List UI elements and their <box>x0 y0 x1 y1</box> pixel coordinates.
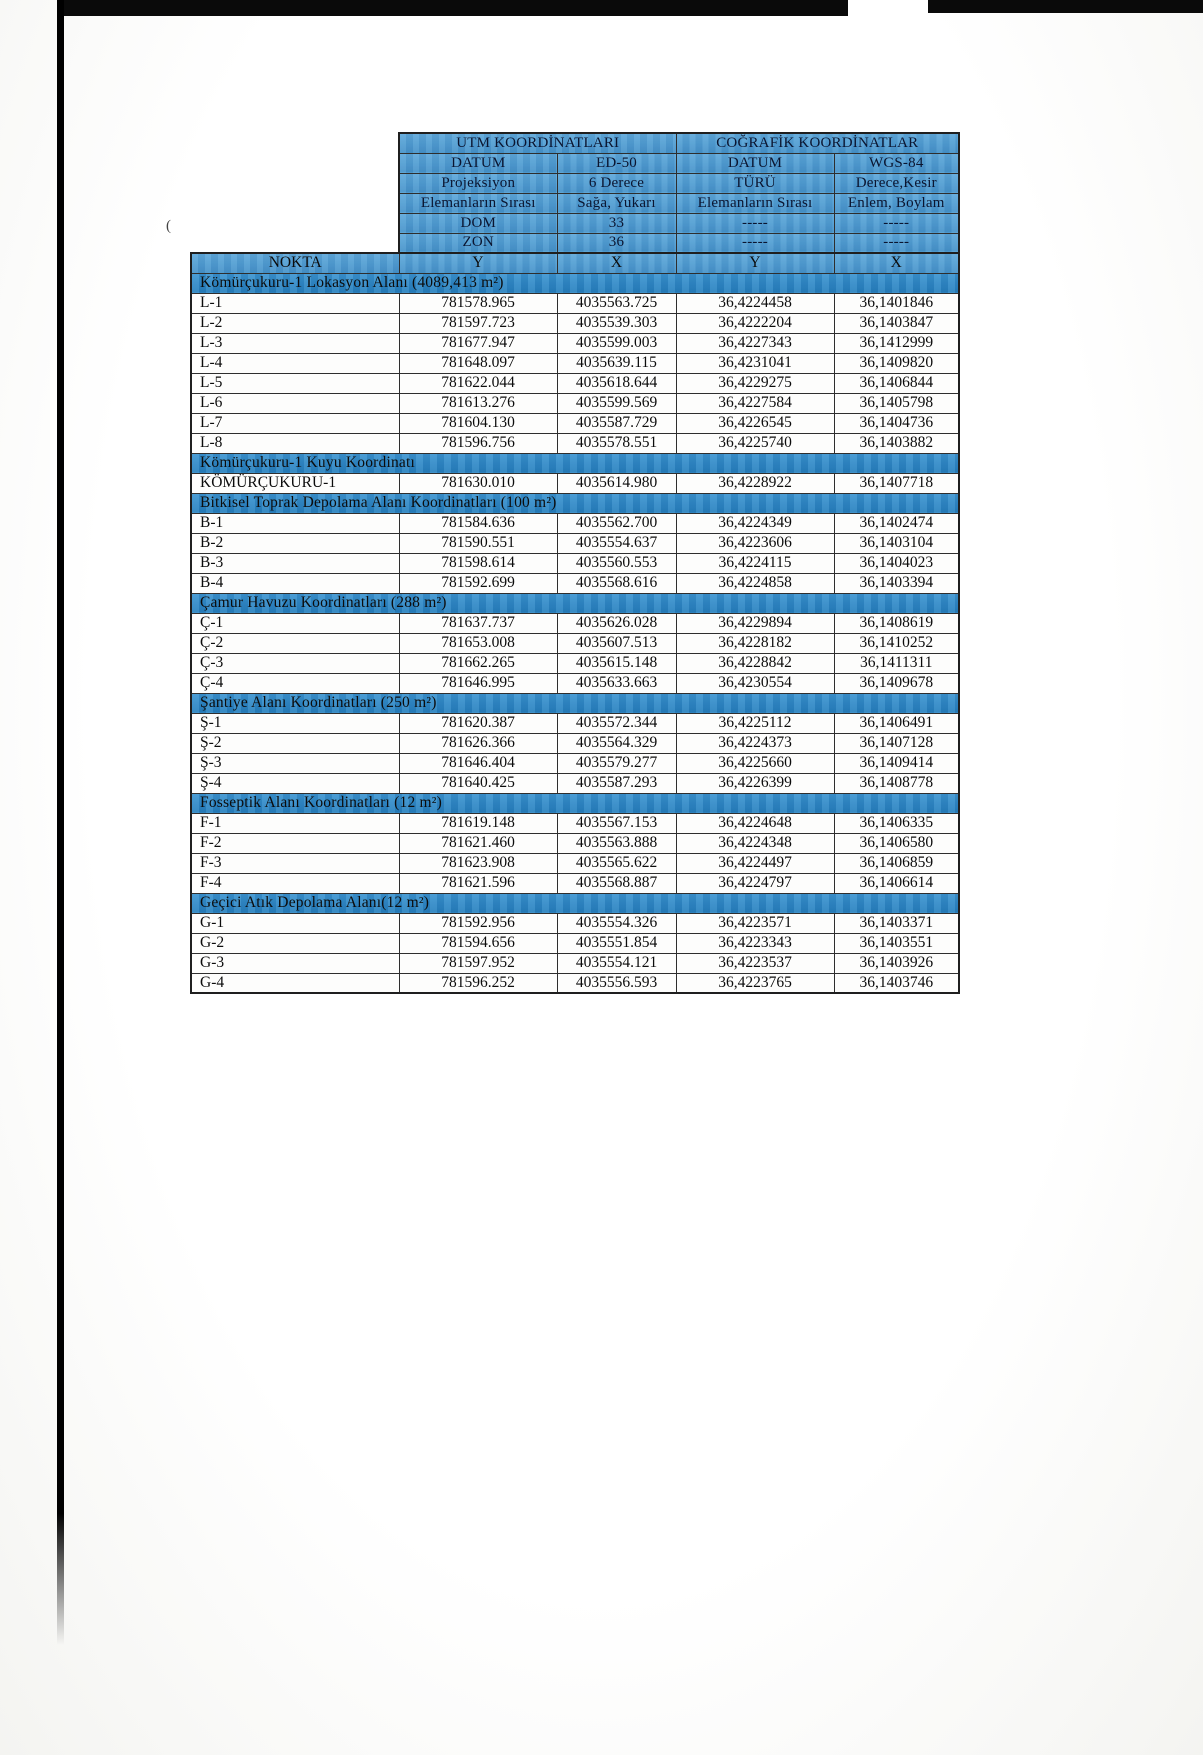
geo-datum-value: WGS-84 <box>834 153 959 173</box>
data-row <box>191 533 959 553</box>
section-header-row <box>191 493 959 513</box>
scan-artifact-top-bar-left <box>57 0 848 16</box>
coordinate-cell: 4035626.028 <box>557 613 676 633</box>
coordinate-cell: 36,4223606 <box>676 533 834 553</box>
coordinate-cell: 4035565.622 <box>557 853 676 873</box>
coordinate-cell: 4035587.293 <box>557 773 676 793</box>
coordinate-cell: 36,1412999 <box>834 333 959 353</box>
dom-value: 33 <box>557 213 676 233</box>
coordinate-cell: 36,4225660 <box>676 753 834 773</box>
coordinate-cell: 36,1404023 <box>834 553 959 573</box>
coordinate-cell: 36,1405798 <box>834 393 959 413</box>
header-row-element-order <box>399 193 959 213</box>
coordinate-cell: 781594.656 <box>399 933 557 953</box>
point-name-cell: B-1 <box>191 513 399 533</box>
coordinate-cell: 781596.756 <box>399 433 557 453</box>
header-row-projection <box>399 173 959 193</box>
coordinate-cell: 36,4222204 <box>676 313 834 333</box>
coordinate-cell: 781622.044 <box>399 373 557 393</box>
data-row <box>191 353 959 373</box>
point-name-cell: G-3 <box>191 953 399 973</box>
coordinates-table <box>190 252 960 994</box>
coordinate-cell: 36,1403746 <box>834 973 959 993</box>
coordinate-cell: 781598.614 <box>399 553 557 573</box>
projection-label: Projeksiyon <box>399 173 557 193</box>
coordinate-cell: 4035551.854 <box>557 933 676 953</box>
geo-y-column-header: Y <box>676 253 834 273</box>
coordinate-cell: 36,1410252 <box>834 633 959 653</box>
point-name-cell: L-2 <box>191 313 399 333</box>
section-title: Kömürçukuru-1 Kuyu Koordinatı <box>191 453 959 473</box>
nokta-column-header: NOKTA <box>191 253 399 273</box>
coordinate-cell: 36,1403371 <box>834 913 959 933</box>
coordinate-cell: 36,1403551 <box>834 933 959 953</box>
data-row <box>191 553 959 573</box>
coordinate-cell: 781637.737 <box>399 613 557 633</box>
section-header-row <box>191 273 959 293</box>
coordinate-cell: 781597.952 <box>399 953 557 973</box>
data-row <box>191 613 959 633</box>
data-row <box>191 313 959 333</box>
coordinate-cell: 781662.265 <box>399 653 557 673</box>
coordinate-cell: 36,1403882 <box>834 433 959 453</box>
coordinate-cell: 4035567.153 <box>557 813 676 833</box>
point-name-cell: Ç-1 <box>191 613 399 633</box>
data-row <box>191 393 959 413</box>
scan-artifact-mark: ( <box>166 218 171 234</box>
projection-value: 6 Derece <box>557 173 676 193</box>
coordinate-cell: 4035563.888 <box>557 833 676 853</box>
data-row <box>191 773 959 793</box>
point-name-cell: G-1 <box>191 913 399 933</box>
section-title: Şantiye Alanı Koordinatları (250 m²) <box>191 693 959 713</box>
coordinate-cell: 4035554.121 <box>557 953 676 973</box>
coordinate-cell: 36,4226399 <box>676 773 834 793</box>
dom-geo-dash: ----- <box>676 213 834 233</box>
point-name-cell: B-3 <box>191 553 399 573</box>
data-row <box>191 833 959 853</box>
header-row-datum <box>399 153 959 173</box>
point-name-cell: L-7 <box>191 413 399 433</box>
coordinate-cell: 36,1406844 <box>834 373 959 393</box>
coordinate-cell: 4035587.729 <box>557 413 676 433</box>
coordinate-cell: 36,4224373 <box>676 733 834 753</box>
section-header-row <box>191 793 959 813</box>
coordinate-cell: 36,4224348 <box>676 833 834 853</box>
point-name-cell: Ş-1 <box>191 713 399 733</box>
point-name-cell: L-6 <box>191 393 399 413</box>
coordinate-system-header-table <box>398 132 960 254</box>
coordinate-cell: 4035618.644 <box>557 373 676 393</box>
coordinate-cell: 4035615.148 <box>557 653 676 673</box>
coordinate-cell: 4035560.553 <box>557 553 676 573</box>
coordinate-cell: 36,4228182 <box>676 633 834 653</box>
coordinate-cell: 781646.404 <box>399 753 557 773</box>
utm-datum-label: DATUM <box>399 153 557 173</box>
utm-y-column-header: Y <box>399 253 557 273</box>
data-row <box>191 333 959 353</box>
section-header-row <box>191 693 959 713</box>
data-row <box>191 413 959 433</box>
data-row <box>191 653 959 673</box>
coordinate-cell: 4035633.663 <box>557 673 676 693</box>
utm-x-column-header: X <box>557 253 676 273</box>
data-row <box>191 573 959 593</box>
coordinate-cell: 781613.276 <box>399 393 557 413</box>
header-title-row <box>399 133 959 153</box>
point-name-cell: Ş-2 <box>191 733 399 753</box>
coordinate-cell: 36,4224858 <box>676 573 834 593</box>
coordinate-cell: 781648.097 <box>399 353 557 373</box>
point-name-cell: F-2 <box>191 833 399 853</box>
coordinate-cell: 36,4225740 <box>676 433 834 453</box>
coordinate-cell: 36,1401846 <box>834 293 959 313</box>
coordinate-cell: 781604.130 <box>399 413 557 433</box>
coordinate-cell: 36,4224797 <box>676 873 834 893</box>
zon-value: 36 <box>557 233 676 253</box>
point-name-cell: L-4 <box>191 353 399 373</box>
section-title: Geçici Atık Depolama Alanı(12 m²) <box>191 893 959 913</box>
coordinate-cell: 781626.366 <box>399 733 557 753</box>
point-name-cell: Ç-4 <box>191 673 399 693</box>
coordinate-cell: 4035572.344 <box>557 713 676 733</box>
coordinate-cell: 36,1403394 <box>834 573 959 593</box>
coordinate-cell: 781578.965 <box>399 293 557 313</box>
coordinate-cell: 4035568.887 <box>557 873 676 893</box>
coordinate-cell: 36,1409820 <box>834 353 959 373</box>
coordinate-cell: 36,1408778 <box>834 773 959 793</box>
zon-geo-dash2: ----- <box>834 233 959 253</box>
zon-label: ZON <box>399 233 557 253</box>
coordinate-cell: 781584.636 <box>399 513 557 533</box>
data-row <box>191 673 959 693</box>
type-value: Derece,Kesir <box>834 173 959 193</box>
coordinate-cell: 36,4223537 <box>676 953 834 973</box>
coordinate-cell: 4035562.700 <box>557 513 676 533</box>
coordinate-cell: 781590.551 <box>399 533 557 553</box>
section-title: Çamur Havuzu Koordinatları (288 m²) <box>191 593 959 613</box>
coordinate-cell: 4035579.277 <box>557 753 676 773</box>
data-row <box>191 513 959 533</box>
coordinate-cell: 4035556.593 <box>557 973 676 993</box>
coordinate-cell: 781592.956 <box>399 913 557 933</box>
coordinate-cell: 36,1406491 <box>834 713 959 733</box>
zon-geo-dash: ----- <box>676 233 834 253</box>
coordinate-cell: 36,4223343 <box>676 933 834 953</box>
point-name-cell: Ş-4 <box>191 773 399 793</box>
section-title: Kömürçukuru-1 Lokasyon Alanı (4089,413 m²) <box>191 273 959 293</box>
coordinate-cell: 781621.596 <box>399 873 557 893</box>
coordinate-cell: 36,4224349 <box>676 513 834 533</box>
point-name-cell: Ş-3 <box>191 753 399 773</box>
section-title: Fosseptik Alanı Koordinatları (12 m²) <box>191 793 959 813</box>
coordinate-cell: 781630.010 <box>399 473 557 493</box>
scan-artifact-left-strip <box>57 0 64 1645</box>
coordinate-cell: 781619.148 <box>399 813 557 833</box>
coordinate-cell: 4035599.003 <box>557 333 676 353</box>
geo-element-order-label: Elemanların Sırası <box>676 193 834 213</box>
data-row <box>191 753 959 773</box>
dom-label: DOM <box>399 213 557 233</box>
coordinate-cell: 781620.387 <box>399 713 557 733</box>
coordinate-cell: 36,4228842 <box>676 653 834 673</box>
section-header-row <box>191 593 959 613</box>
geo-element-order-value: Enlem, Boylam <box>834 193 959 213</box>
data-row <box>191 433 959 453</box>
coordinate-cell: 36,4224648 <box>676 813 834 833</box>
coordinate-cell: 36,1411311 <box>834 653 959 673</box>
coordinate-cell: 36,4231041 <box>676 353 834 373</box>
coordinate-cell: 781596.252 <box>399 973 557 993</box>
data-row <box>191 293 959 313</box>
coordinate-cell: 36,4227343 <box>676 333 834 353</box>
data-row <box>191 873 959 893</box>
dom-geo-dash2: ----- <box>834 213 959 233</box>
coordinate-cell: 4035554.637 <box>557 533 676 553</box>
point-name-cell: L-5 <box>191 373 399 393</box>
utm-element-order-label: Elemanların Sırası <box>399 193 557 213</box>
coordinate-cell: 36,1406614 <box>834 873 959 893</box>
coordinate-cell: 36,4227584 <box>676 393 834 413</box>
point-name-cell: L-3 <box>191 333 399 353</box>
coordinate-cell: 4035564.329 <box>557 733 676 753</box>
coordinate-cell: 4035614.980 <box>557 473 676 493</box>
coordinate-cell: 36,1409678 <box>834 673 959 693</box>
utm-element-order-value: Sağa, Yukarı <box>557 193 676 213</box>
data-row <box>191 953 959 973</box>
point-name-cell: Ç-3 <box>191 653 399 673</box>
coordinate-cell: 36,4230554 <box>676 673 834 693</box>
coordinate-cell: 36,4223765 <box>676 973 834 993</box>
point-name-cell: B-2 <box>191 533 399 553</box>
coordinate-cell: 781621.460 <box>399 833 557 853</box>
coordinate-cell: 36,4225112 <box>676 713 834 733</box>
data-row <box>191 473 959 493</box>
data-row <box>191 913 959 933</box>
column-header-row <box>191 253 959 273</box>
coordinate-cell: 781653.008 <box>399 633 557 653</box>
coordinate-cell: 36,4229275 <box>676 373 834 393</box>
data-row <box>191 633 959 653</box>
point-name-cell: L-1 <box>191 293 399 313</box>
coordinate-cell: 36,4229894 <box>676 613 834 633</box>
coordinate-cell: 4035539.303 <box>557 313 676 333</box>
coordinate-cell: 36,1406335 <box>834 813 959 833</box>
data-row <box>191 853 959 873</box>
data-row <box>191 813 959 833</box>
point-name-cell: B-4 <box>191 573 399 593</box>
coordinate-cell: 36,1409414 <box>834 753 959 773</box>
section-header-row <box>191 893 959 913</box>
coordinate-cell: 4035599.569 <box>557 393 676 413</box>
coordinate-cell: 781623.908 <box>399 853 557 873</box>
data-row <box>191 973 959 993</box>
geo-x-column-header: X <box>834 253 959 273</box>
coordinate-cell: 781646.995 <box>399 673 557 693</box>
coordinate-cell: 36,4223571 <box>676 913 834 933</box>
coordinate-cell: 781677.947 <box>399 333 557 353</box>
point-name-cell: L-8 <box>191 433 399 453</box>
point-name-cell: Ç-2 <box>191 633 399 653</box>
coordinate-cell: 4035639.115 <box>557 353 676 373</box>
coordinate-cell: 36,1403847 <box>834 313 959 333</box>
geographic-coordinates-title: COĞRAFİK KOORDİNATLAR <box>676 133 959 153</box>
coordinate-cell: 4035607.513 <box>557 633 676 653</box>
coordinate-cell: 781640.425 <box>399 773 557 793</box>
coordinate-cell: 36,1404736 <box>834 413 959 433</box>
coordinate-cell: 781592.699 <box>399 573 557 593</box>
coordinate-cell: 36,1403104 <box>834 533 959 553</box>
data-row <box>191 713 959 733</box>
point-name-cell: G-4 <box>191 973 399 993</box>
coordinate-cell: 4035568.616 <box>557 573 676 593</box>
coordinate-cell: 36,1406580 <box>834 833 959 853</box>
coordinate-cell: 781597.723 <box>399 313 557 333</box>
section-title: Bitkisel Toprak Depolama Alanı Koordinatları (100 m²) <box>191 493 959 513</box>
coordinate-cell: 36,4228922 <box>676 473 834 493</box>
type-label: TÜRÜ <box>676 173 834 193</box>
point-name-cell: KÖMÜRÇUKURU-1 <box>191 473 399 493</box>
coordinate-cell: 36,1403926 <box>834 953 959 973</box>
utm-coordinates-title: UTM KOORDİNATLARI <box>399 133 676 153</box>
scan-artifact-top-bar-right <box>928 0 1203 13</box>
coordinate-cell: 36,1402474 <box>834 513 959 533</box>
coordinate-cell: 36,1407128 <box>834 733 959 753</box>
coordinate-cell: 36,1408619 <box>834 613 959 633</box>
coordinate-cell: 4035578.551 <box>557 433 676 453</box>
coordinate-cell: 36,4224458 <box>676 293 834 313</box>
coordinate-cell: 4035554.326 <box>557 913 676 933</box>
coordinate-cell: 36,4224115 <box>676 553 834 573</box>
table-body <box>191 273 959 993</box>
coordinate-cell: 36,4226545 <box>676 413 834 433</box>
coordinate-cell: 4035563.725 <box>557 293 676 313</box>
point-name-cell: G-2 <box>191 933 399 953</box>
coordinate-cell: 36,1406859 <box>834 853 959 873</box>
point-name-cell: F-3 <box>191 853 399 873</box>
data-row <box>191 733 959 753</box>
coordinate-cell: 36,1407718 <box>834 473 959 493</box>
point-name-cell: F-4 <box>191 873 399 893</box>
section-header-row <box>191 453 959 473</box>
geo-datum-label: DATUM <box>676 153 834 173</box>
header-row-dom <box>399 213 959 233</box>
point-name-cell: F-1 <box>191 813 399 833</box>
coordinate-cell: 36,4224497 <box>676 853 834 873</box>
data-row <box>191 933 959 953</box>
header-row-zon <box>399 233 959 253</box>
utm-datum-value: ED-50 <box>557 153 676 173</box>
data-row <box>191 373 959 393</box>
